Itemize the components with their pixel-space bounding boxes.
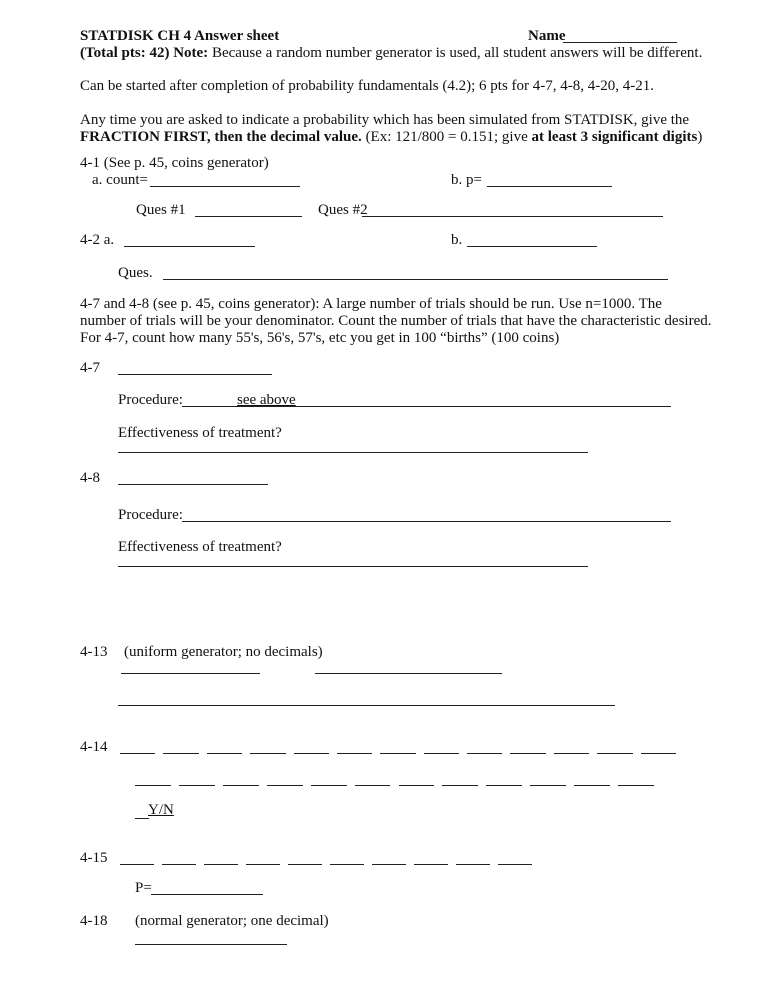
q4-14-blank[interactable]	[311, 785, 347, 786]
q4-14-blank[interactable]	[223, 785, 259, 786]
q4-8-effectiveness-field[interactable]	[118, 566, 588, 567]
q4-14-blank[interactable]	[554, 753, 589, 754]
q4-2-ques-field[interactable]	[163, 279, 668, 280]
q4-14-blank[interactable]	[337, 753, 372, 754]
sig-digits: at least 3 significant digits	[531, 129, 698, 145]
q4-2a-label: 4-2 a.	[80, 232, 115, 248]
q4-7-8-para2: number of trials will be your denominator. Count the number of trials that have the characteristic desired.	[80, 313, 712, 329]
fraction-first: FRACTION FIRST, then the decimal value.	[80, 129, 362, 145]
q4-1b-label: b. p=	[451, 172, 482, 188]
q4-14-blank[interactable]	[250, 753, 285, 754]
q4-2a-field[interactable]	[124, 246, 255, 247]
ques1-field[interactable]	[195, 216, 302, 217]
q4-14-blank[interactable]	[294, 753, 329, 754]
q4-13-field-2[interactable]	[315, 673, 502, 674]
any-time-text: Any time you are asked to indicate a probability which has been simulated from STATDISK, give the	[80, 112, 690, 128]
q4-14-blank[interactable]	[597, 753, 632, 754]
ques2-label: Ques #2	[318, 202, 368, 218]
q4-18-field[interactable]	[135, 944, 287, 945]
q4-14-blank[interactable]	[467, 753, 502, 754]
q4-18-label: 4-18	[80, 913, 108, 929]
q4-14-blank[interactable]	[486, 785, 522, 786]
q4-15-blank[interactable]	[414, 864, 448, 865]
see-above-text: see above	[237, 392, 296, 408]
q4-1-heading: 4-1 (See p. 45, coins generator)	[80, 155, 269, 171]
q4-14-blank[interactable]	[618, 785, 654, 786]
q4-14-blank[interactable]	[510, 753, 545, 754]
q4-8-field[interactable]	[118, 484, 268, 485]
ques1-label: Ques #1	[136, 202, 186, 218]
q4-14-blank[interactable]	[179, 785, 215, 786]
close-paren: )	[697, 129, 703, 145]
sheet-title: STATDISK CH 4 Answer sheet	[80, 28, 280, 44]
q4-7-procedure-label: Procedure:	[118, 392, 183, 408]
ques2-field[interactable]	[362, 216, 663, 217]
name-label: Name	[528, 28, 566, 44]
q4-14-blank[interactable]	[442, 785, 478, 786]
q4-14-blank[interactable]	[135, 785, 171, 786]
q4-13-label: 4-13	[80, 644, 108, 660]
q4-15-p-field[interactable]	[151, 894, 263, 895]
q4-7-effectiveness-label: Effectiveness of treatment?	[118, 425, 282, 441]
q4-7-8-para1: 4-7 and 4-8 (see p. 45, coins generator): A large number of trials should be run. Use n=1000. The	[80, 296, 662, 312]
q4-14-blank[interactable]	[267, 785, 303, 786]
q4-15-blank[interactable]	[456, 864, 490, 865]
q4-7-effectiveness-field[interactable]	[118, 452, 588, 453]
q4-18-note: (normal generator; one decimal)	[135, 913, 329, 929]
q4-15-blank[interactable]	[120, 864, 154, 865]
example: (Ex: 121/800 = 0.151; give	[361, 129, 532, 145]
q4-14-label: 4-14	[80, 739, 108, 755]
q4-15-label: 4-15	[80, 850, 108, 866]
q4-14-blank[interactable]	[380, 753, 415, 754]
q4-14-blank[interactable]	[574, 785, 610, 786]
q4-2b-label: b.	[451, 232, 463, 248]
q4-1b-field[interactable]	[487, 186, 612, 187]
q4-14-blank[interactable]	[163, 753, 198, 754]
q4-8-procedure-field[interactable]	[182, 521, 671, 522]
q4-15-p-label: P=	[135, 880, 152, 896]
q4-15-blank[interactable]	[246, 864, 280, 865]
q4-1a-field[interactable]	[150, 186, 300, 187]
q4-14-blank[interactable]	[424, 753, 459, 754]
q4-15-blank[interactable]	[330, 864, 364, 865]
q4-14-blank[interactable]	[120, 753, 155, 754]
q4-15-blank[interactable]	[372, 864, 406, 865]
q4-13-note: (uniform generator; no decimals)	[124, 644, 323, 660]
total-note	[80, 45, 702, 62]
fraction-instructions	[80, 129, 702, 146]
q4-15-blank[interactable]	[204, 864, 238, 865]
q4-13-field-1[interactable]	[121, 673, 260, 674]
start-note: Can be started after completion of probability fundamentals (4.2); 6 pts for 4-7, 4-8, 4-20, 4-21.	[80, 78, 655, 94]
q4-14-blank[interactable]	[399, 785, 435, 786]
yn-label: Y/N	[148, 802, 174, 818]
q4-7-label: 4-7	[80, 360, 100, 376]
q4-15-blank[interactable]	[498, 864, 532, 865]
q4-8-label: 4-8	[80, 470, 100, 486]
q4-2-ques-label: Ques.	[118, 265, 153, 281]
q4-8-procedure-label: Procedure:	[118, 507, 183, 523]
q4-14-blank[interactable]	[207, 753, 242, 754]
q4-14-blank[interactable]	[530, 785, 566, 786]
note-text: Because a random number generator is used, all student answers will be different.	[208, 45, 703, 61]
name-field[interactable]	[563, 42, 677, 43]
q4-14-blank[interactable]	[355, 785, 391, 786]
q4-8-effectiveness-label: Effectiveness of treatment?	[118, 539, 282, 555]
q4-2b-field[interactable]	[467, 246, 597, 247]
q4-15-blank[interactable]	[288, 864, 322, 865]
yn-blank[interactable]	[135, 818, 149, 819]
q4-13-field-3[interactable]	[118, 705, 615, 706]
total-pts: (Total pts: 42) Note:	[80, 45, 209, 61]
q4-15-blank[interactable]	[162, 864, 196, 865]
q4-1a-label: a. count=	[92, 172, 148, 188]
q4-14-blank[interactable]	[641, 753, 676, 754]
q4-7-8-para3: For 4-7, count how many 55's, 56's, 57's, etc you get in 100 “births” (100 coins)	[80, 330, 560, 346]
q4-7-field[interactable]	[118, 374, 272, 375]
